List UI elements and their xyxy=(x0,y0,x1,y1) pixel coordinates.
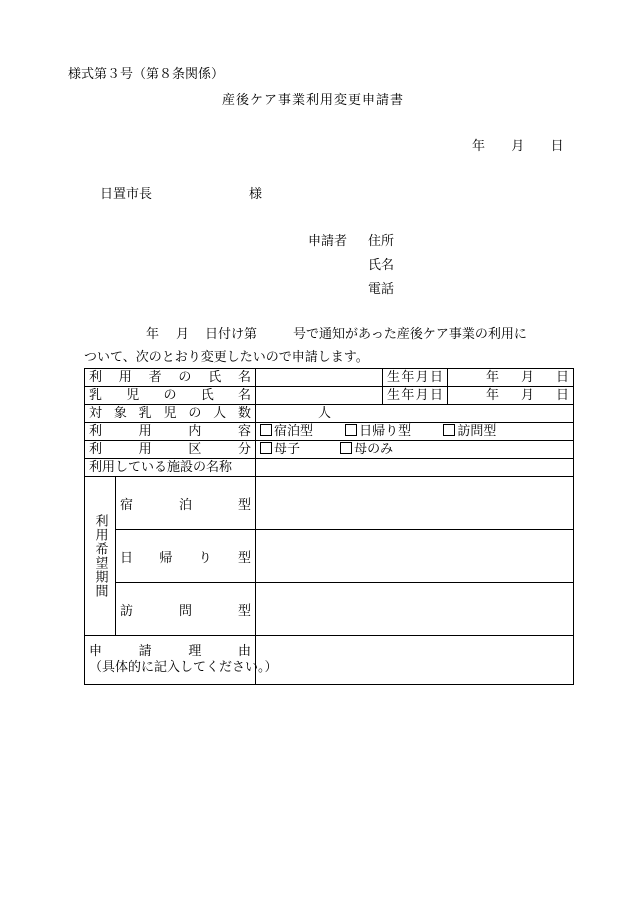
label-char: の xyxy=(163,388,177,403)
label-char: 用 xyxy=(118,370,132,385)
type-option-label: 日帰り型 xyxy=(359,424,412,439)
label-char: 利 xyxy=(89,370,103,385)
table-row xyxy=(85,387,574,405)
user-birth-month: 月 xyxy=(520,370,534,385)
label-char: 乳 xyxy=(89,388,103,403)
checkbox-icon[interactable] xyxy=(260,424,272,436)
body-month: 月 xyxy=(176,327,190,342)
date-day: 日 xyxy=(550,139,564,154)
category-option-mother-only[interactable] xyxy=(340,441,393,458)
body-line2: ついて、次のとおり変更したいので申請します。 xyxy=(84,350,369,365)
infant-name-label xyxy=(89,387,251,404)
infant-birth-month: 月 xyxy=(520,388,534,403)
label-char: 型 xyxy=(237,551,251,566)
label-char: 分 xyxy=(237,442,251,457)
period-visit-label xyxy=(116,583,256,636)
addressee-name: 日置市長 xyxy=(100,187,153,202)
label-char: 理 xyxy=(188,644,202,659)
birthdate-label xyxy=(387,369,443,386)
period-label: 利用希望期間 xyxy=(85,477,116,636)
table-row xyxy=(85,459,574,477)
label-char: の xyxy=(188,406,202,421)
label-char: 乳 xyxy=(138,406,152,421)
infant-count-input[interactable] xyxy=(256,405,574,423)
user-birthdate-label xyxy=(383,369,448,387)
label-char: 型 xyxy=(237,604,251,619)
checkbox-icon[interactable] xyxy=(443,424,455,436)
table-row xyxy=(85,636,574,685)
label-char: 日 xyxy=(429,370,443,385)
table-row xyxy=(85,583,574,636)
infant-birthdate-input[interactable] xyxy=(448,387,574,405)
label-char: 象 xyxy=(113,406,127,421)
infant-count-label-cell xyxy=(85,405,256,423)
table-row xyxy=(85,477,574,530)
label-char: 数 xyxy=(237,406,251,421)
category-option-mother-child[interactable] xyxy=(260,441,300,458)
label-char: 日 xyxy=(120,551,134,566)
user-birthdate-input[interactable] xyxy=(448,369,574,387)
type-option-label: 訪問型 xyxy=(457,424,497,439)
table-row xyxy=(85,423,574,441)
type-option-label: 宿泊型 xyxy=(274,424,314,439)
label-char: 生 xyxy=(387,370,401,385)
checkbox-icon[interactable] xyxy=(340,442,352,454)
user-birth-day: 日 xyxy=(555,370,569,385)
label-char: 内 xyxy=(188,424,202,439)
label-char: 型 xyxy=(237,498,251,513)
label-char: 利 xyxy=(89,442,103,457)
label-char: 生 xyxy=(387,388,401,403)
user-birth-year: 年 xyxy=(485,370,499,385)
addressee-honorific: 様 xyxy=(249,187,263,202)
period-overnight-text xyxy=(120,497,251,514)
usage-content-options xyxy=(256,423,574,441)
infant-name-input[interactable] xyxy=(256,387,383,405)
checkbox-icon[interactable] xyxy=(260,442,272,454)
label-char: 宿 xyxy=(120,498,134,513)
period-daytrip-input[interactable] xyxy=(256,530,574,583)
label-char: 訪 xyxy=(120,604,134,619)
applicant-name-label: 氏名 xyxy=(368,258,395,273)
applicant-address-label: 住所 xyxy=(368,234,395,249)
label-char: 氏 xyxy=(208,370,222,385)
period-visit-text xyxy=(120,603,251,620)
label-char: 年 xyxy=(401,370,415,385)
infant-birth-year: 年 xyxy=(485,388,499,403)
person-unit: 人 xyxy=(318,406,332,421)
label-char: 月 xyxy=(415,388,429,403)
period-visit-input[interactable] xyxy=(256,583,574,636)
label-char: 年 xyxy=(401,388,415,403)
infant-birth-day: 日 xyxy=(555,388,569,403)
infant-count-label xyxy=(89,405,251,422)
table-row xyxy=(85,369,574,387)
period-overnight-label xyxy=(116,477,256,530)
label-char: 名 xyxy=(237,388,251,403)
usage-type-label xyxy=(89,441,251,458)
label-char: 帰 xyxy=(159,551,173,566)
label-char: 者 xyxy=(148,370,162,385)
usage-type-options xyxy=(256,441,574,459)
usage-content-label xyxy=(89,423,251,440)
date-year: 年 xyxy=(472,139,486,154)
label-char: 氏 xyxy=(200,388,214,403)
reason-note: （具体的に記入してください。） xyxy=(89,660,278,675)
label-char: 問 xyxy=(178,604,192,619)
reason-input[interactable] xyxy=(256,636,574,685)
date-line xyxy=(472,139,564,155)
label-char: 容 xyxy=(237,424,251,439)
label-char: 対 xyxy=(89,406,103,421)
checkbox-icon[interactable] xyxy=(345,424,357,436)
form-title: 産後ケア事業利用変更申請書 xyxy=(222,93,405,108)
period-daytrip-label xyxy=(116,530,256,583)
category-option-label: 母のみ xyxy=(354,442,394,457)
reason-label-cell xyxy=(85,636,278,685)
body-rest-line1: 号で通知があった産後ケア事業の利用に xyxy=(293,327,527,342)
facility-input[interactable] xyxy=(256,459,574,477)
label-char: 区 xyxy=(188,442,202,457)
facility-label: 利用している施設の名称 xyxy=(85,459,256,477)
label-char: 名 xyxy=(237,370,251,385)
label-char: 用 xyxy=(138,424,152,439)
user-name-label xyxy=(89,369,251,386)
label-char: 児 xyxy=(163,406,177,421)
label-char: 由 xyxy=(237,644,251,659)
body-year: 年 xyxy=(146,327,160,342)
table-row xyxy=(85,441,574,459)
label-char: 日 xyxy=(429,388,443,403)
birthdate-label xyxy=(387,387,443,404)
usage-content-label-cell xyxy=(85,423,256,441)
period-daytrip-text xyxy=(120,550,251,567)
label-char: 利 xyxy=(89,424,103,439)
type-option-overnight[interactable] xyxy=(260,423,313,440)
period-overnight-input[interactable] xyxy=(256,477,574,530)
applicant-phone-label: 電話 xyxy=(368,282,395,297)
label-char: 請 xyxy=(138,644,152,659)
label-char: 月 xyxy=(415,370,429,385)
label-char: の xyxy=(178,370,192,385)
label-char: 申 xyxy=(89,644,103,659)
category-option-label: 母子 xyxy=(274,442,301,457)
user-name-label-cell xyxy=(85,369,256,387)
application-table xyxy=(84,368,574,685)
label-char: 人 xyxy=(213,406,227,421)
infant-name-label-cell xyxy=(85,387,256,405)
reason-label xyxy=(89,644,251,660)
user-name-input[interactable] xyxy=(256,369,383,387)
infant-birthdate-label xyxy=(383,387,448,405)
type-option-visit[interactable] xyxy=(443,423,496,440)
label-char: り xyxy=(198,551,212,566)
table-row xyxy=(85,405,574,423)
table-row xyxy=(85,530,574,583)
form-number: 様式第３号（第８条関係） xyxy=(68,67,225,82)
usage-type-label-cell xyxy=(85,441,256,459)
body-dated-no: 日付け第 xyxy=(205,327,258,342)
date-month: 月 xyxy=(511,139,525,154)
applicant-label: 申請者 xyxy=(308,234,348,249)
label-char: 用 xyxy=(138,442,152,457)
label-char: 泊 xyxy=(178,498,192,513)
label-char: 児 xyxy=(126,388,140,403)
type-option-daytrip[interactable] xyxy=(345,423,411,440)
